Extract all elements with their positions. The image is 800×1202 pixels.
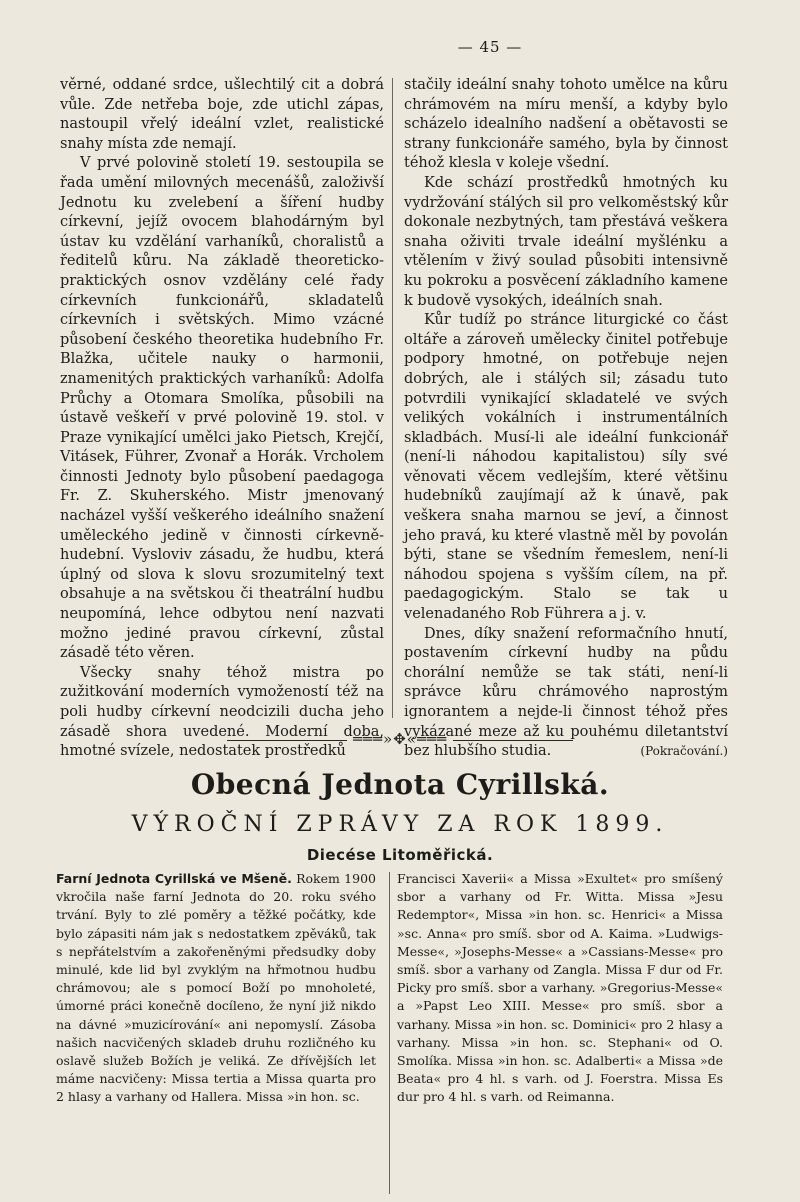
paragraph: stačily ideální snahy tohoto umělce na kůru chrámovém na míru menší, a kdyby bylo scházelo idealního nadšení a obětavosti se strany funkcionáře samého, byla by činnost téhož klesla v koleje všední. [404, 77, 728, 172]
column-divider [392, 78, 393, 718]
paragraph: věrné, oddané srdce, ušlechtilý cit a dobrá vůle. Zde netřeba boje, zde utichl zápas, nastoupil vřelý ideální vzlet, realistické snahy místa zde nemají. [60, 77, 384, 152]
paragraph: Kde schází prostředků hmotných ku vydržování stálých sil pro velkoměstský kůr dokonale nezbytných, tam přestává veškera snaha oživiti trvale ideální myšlénku a vtělením v živý soulad působiti intensivně ku pokroku a posvěcení základního kamene k budově vysokých, ideálních snah. [404, 174, 728, 309]
ornament-line [453, 740, 573, 741]
right-column [404, 76, 728, 762]
column-divider [389, 872, 390, 1194]
page-number: — 45 — [457, 38, 523, 56]
report-right-column [397, 870, 723, 1107]
ornament-line [227, 740, 347, 741]
paragraph-text: Dnes, díky snažení reformačního hnutí, postavením církevní hudby na půdu chorální nemůže se tak státi, není-li správce kůru chrámového naprostým ignorantem a nejde-li činnost téhož přes vykázané meze až ku pouhému diletantství bez hlubšího studia. [404, 625, 728, 760]
section-heading: Obecná Jednota Cyrillská. [190, 768, 610, 801]
report-paragraph: Francisci Xaverii« a Missa »Exultet« pro smíšený sbor a varhany od Fr. Witta. Missa »Jesu Redemptor«, Missa »in hon. sc. Henrici« a Missa »sc. Anna« pro smíš. sbor od A. Kaima. »Ludwigs-Messe«, »Josephs-Messe« a »Cassians-Messe« pro smíš. sbor a varhany od Zangla. Missa F dur od Fr. Picky pro smíš. sbor a varhany. »Gregorius-Messe« a »Papst Leo XIII. Messe« pro smíš. sbor a varhany. Missa »in hon. sc. Dominici« pro 2 hlasy a varhany. Missa »in hon. sc. Stephani« od O. Smolíka. Missa »in hon. sc. Adalberti« a Missa »de Beata« pro 4 hl. s varh. od J. Foerstra. Missa Es dur pro 4 hl. s varh. od Reimanna. [397, 871, 723, 1105]
continued-note: (Pokračování.) [640, 744, 728, 759]
ornament-glyph: ═══»✥«═══ [352, 730, 448, 748]
paragraph: V prvé polovině století 19. sestoupila se řada umění milovných mecenášů, založivší Jednotu ku zvelebení a šíření hudby církevní, jejíž ovocem blahodárným byl ústav ku vzdělání varhaníků, choralistů a ředitelů kůru. Na základě theoreticko-praktických osnov vzdělány celé řady církevních funkcionářů, skladatelů církevních i světských. Mimo vzácné působení českého theoretika hudebního Fr. Blažka, učitele nauky o harmonii, znamenitých praktických varhaníků: Adolfa Průchy a Otomara Smolíka, působili na ústavě veškeří v prvé polovině 19. stol. v Praze vynikající umělci jako Pietsch, Krejčí, Vitásek, Führer, Zvonař a Horák. Vrcholem činnosti Jednoty bylo působení paedagoga Fr. Z. Skuherského. Mistr jmenovaný nacházel vyšší veškerého ideálního snažení uměleckého jedině v činnosti církevně-hudební. Vysloviv zásadu, že hudbu, která úplný od slova k slovu srozumitelný text obsahuje a na světskou či theatrální hudbu neupomíná, lehce odbytou není nazvati možno jediné pravou církevní, zůstal zásadě této věren. [60, 155, 384, 662]
left-column [60, 76, 384, 762]
section-subheading: VÝROČNÍ ZPRÁVY ZA ROK 1899. [131, 812, 669, 837]
diocese-heading: Diecése Litoměřická. [306, 846, 494, 864]
report-runin-title: Farní Jednota Cyrillská ve Mšeně. [56, 871, 292, 886]
report-text: Rokem 1900 vkročila naše farní Jednota do 20. roku svého trvání. Byly to zlé poměry a těžké počátky, kde bylo zápasiti nám jak s nedostatkem zpěváků, tak s nepřátelstvím a zakořeněnými předsudky doby minulé, kde lid byl zvyklým na hřmotnou hudbu chrámovou; ale s pomocí Boží po mnoholeté, úmorné práci konečně docíleno, že nyní již nikdo na dávné »muzicírování« ani nepomyslí. Zásoba našich nacvičených skladeb druhu rozličného ku oslavě služeb Božích je veliká. Ze dřívějších let máme nacvičeny: Missa tertia a Missa quarta pro 2 hlasy a varhany od Hallera. Missa »in hon. sc. [56, 871, 376, 1105]
report-left-column [56, 870, 376, 1107]
report-paragraph [56, 870, 376, 1107]
paragraph: Všecky snahy téhož mistra po zužitkování moderních vymožeností též na poli hudby církevní neodcizili ducha jeho zásadě shora uvedené. Moderní doba, hmotné svízele, nedostatek prostředků [60, 664, 384, 760]
ornament-divider [0, 730, 800, 748]
paragraph: Kůr tudíž po stránce liturgické co část oltáře a zároveň umělecky činitel potřebuje podpory hmotné, on potřebuje nejen dobrých, ale i stálých sil; zásadu tuto potvrdili vynikající skladatelé ve svých velikých vokálních i instrumentálních skladbách. Musí-li ale ideální funkcionář (není-li náhodou kapitalistou) síly své věnovati věcem vedlejším, které většinu hudebníků zaujímají až k únavě, pak veškera snaha marnou se jeví, a činnost jeho pravá, ku které vlastně měl by povolán býti, stane se všedním řemeslem, není-li náhodou spojena s vyšším cílem, na př. paedagogickým. Stalo se tak u velenadaného Rob Führera a j. v. [404, 312, 728, 623]
